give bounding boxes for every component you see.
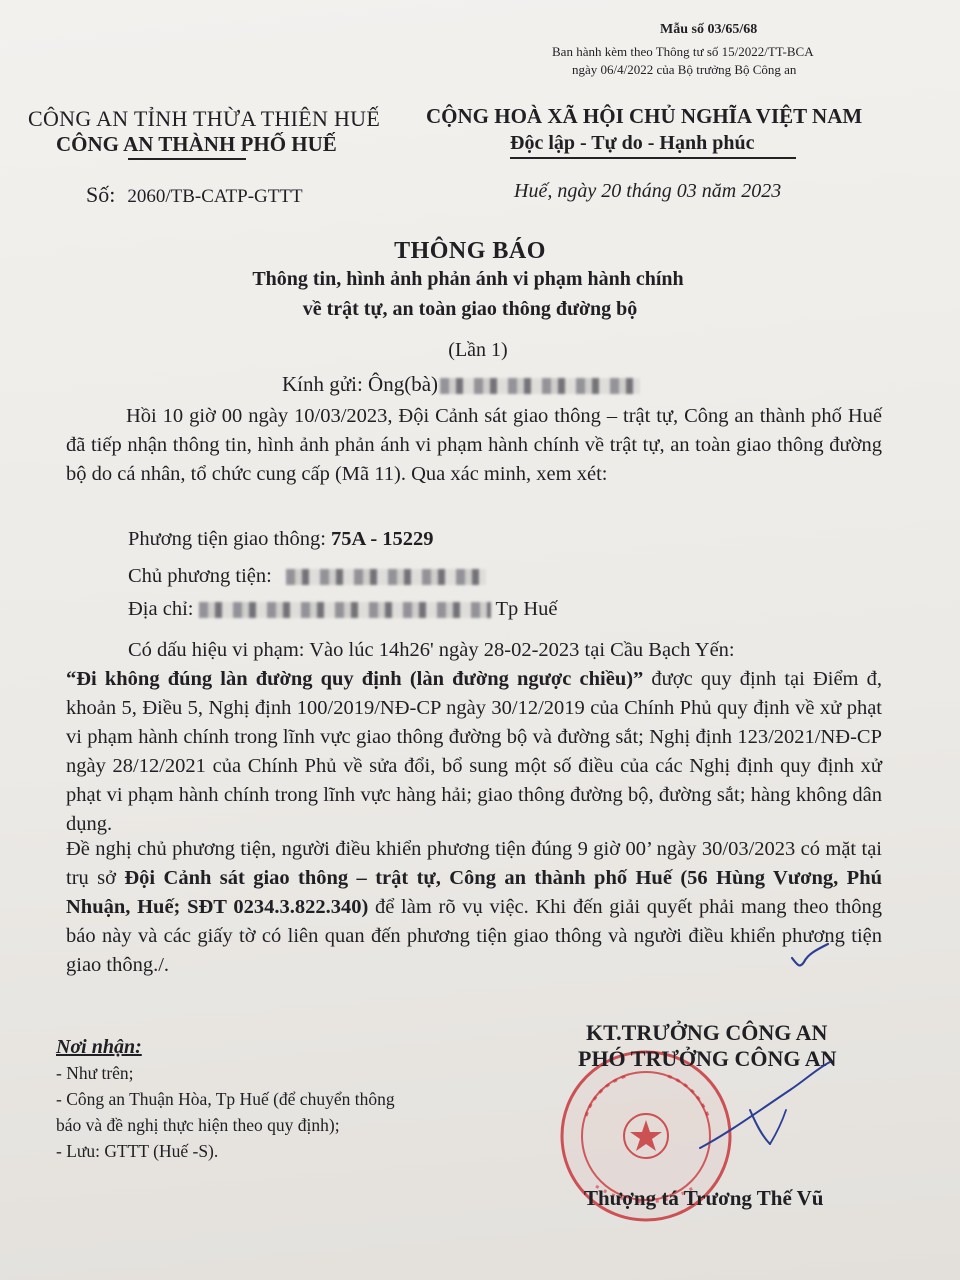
violation-lead: Có dấu hiệu vi phạm: Vào lúc 14h26' ngày 28-02-2023 tại Cầu Bạch Yến: (128, 639, 735, 661)
recipient-item: - Công an Thuận Hòa, Tp Huế (để chuyển thông (56, 1089, 395, 1109)
paragraph-intro: Hồi 10 giờ 00 ngày 10/03/2023, Đội Cảnh sát giao thông – trật tự, Công an thành phố Huế đã tiếp nhận thông tin, hình ảnh phản ánh vi phạm hành chính về trật tự, an toàn giao thông đường bộ do cá nhân, tổ chức cung cấp (Mã 11). Qua xác minh, xem xét: (66, 405, 882, 485)
paragraph-violation (66, 636, 882, 839)
end-check-mark (790, 938, 830, 972)
request-rest: để làm rõ vụ việc. Khi đến giải quyết phải mang theo thông báo này và các giấy tờ có liên quan đến phương tiện giao thông và người điều khiển phương tiện giao thông./. (66, 896, 882, 976)
vehicle-label: Phương tiện giao thông: (128, 528, 332, 550)
addressee-label: Kính gửi: Ông(bà) (282, 372, 439, 396)
document-title: THÔNG BÁO (394, 238, 546, 264)
signer-name: Thượng tá Trương Thế Vũ (584, 1186, 824, 1210)
request-office: Đội Cảnh sát giao thông – trật tự, Công an thành phố Huế (56 Hùng Vương, Phú Nhuận, Huế; SĐT 0234.3.822.340) (66, 867, 882, 918)
vehicle-plate: 75A - 15229 (331, 528, 434, 550)
national-title: CỘNG HOÀ XÃ HỘI CHỦ NGHĨA VIỆT NAM (426, 104, 863, 128)
violation-legal-basis: được quy định tại Điểm đ, khoản 5, Điều 5, Nghị định 100/2019/NĐ-CP ngày 30/12/2019 của Chính Phủ quy định về xử phạt vi phạm hành chính trong lĩnh vực giao thông đường bộ và đường sắt; Nghị định 123/2021/NĐ-CP ngày 28/12/2021 của Chính Phủ về sửa đổi, bổ sung một số điều của các Nghị định quy định xử phạt vi phạm hành chính trong lĩnh vực hàng hải; giao thông đường bộ, đường sắt; hàng không dân dụng. (66, 668, 882, 835)
owner-label: Chủ phương tiện: (128, 565, 272, 587)
recipient-item: - Như trên; (56, 1063, 134, 1083)
recipient-item: - Lưu: GTTT (Huế -S). (56, 1141, 219, 1161)
motto-underline (510, 157, 796, 159)
form-issued-with: Ban hành kèm theo Thông tư số 15/2022/TT-BCA (552, 44, 814, 59)
agency-name: CÔNG AN THÀNH PHỐ HUẾ (56, 132, 337, 156)
violation-description: “Đi không đúng làn đường quy định (làn đường ngược chiều)” (66, 668, 644, 690)
document-subtitle-1: Thông tin, hình ảnh phản ánh vi phạm hành chính (252, 268, 684, 290)
vehicle-line (128, 528, 434, 551)
redacted-owner (286, 569, 486, 585)
recipients-heading: Nơi nhận: (56, 1036, 142, 1058)
form-code: Mẫu số 03/65/68 (660, 22, 758, 37)
recipient-item: báo và đề nghị thực hiện theo quy định); (56, 1115, 340, 1135)
redacted-name (440, 378, 640, 394)
place-date: Huế, ngày 20 tháng 03 năm 2023 (514, 180, 782, 202)
agency-underline (128, 158, 246, 160)
signature-title-1: KT.TRƯỞNG CÔNG AN (586, 1020, 828, 1045)
document-number (86, 182, 303, 208)
recipients-block (56, 1034, 395, 1164)
address-label: Địa chỉ: (128, 598, 194, 620)
owner-line (128, 565, 486, 588)
document-number-value: 2060/TB-CATP-GTTT (127, 186, 303, 207)
handwritten-signature (580, 1040, 850, 1190)
paragraph-request (66, 835, 882, 980)
form-issued-date: ngày 06/4/2022 của Bộ trưởng Bộ Công an (572, 62, 797, 77)
address-city: Tp Huế (495, 598, 558, 620)
agency-parent: CÔNG AN TỈNH THỪA THIÊN HUẾ (28, 106, 381, 131)
address-line (128, 598, 558, 621)
document-number-label: Số: (86, 182, 116, 207)
national-motto: Độc lập - Tự do - Hạnh phúc (510, 132, 755, 154)
addressee-line (282, 372, 640, 397)
document-subtitle-2: về trật tự, an toàn giao thông đường bộ (302, 298, 638, 320)
request-lead: Đề nghị chủ phương tiện, người điều khiển phương tiện đúng 9 giờ 00’ ngày 30/03/2023 có mặt tại trụ sở (66, 838, 882, 889)
attempt-number: (Lần 1) (448, 339, 508, 361)
redacted-address (199, 602, 491, 618)
signature-title-2: PHÓ TRƯỞNG CÔNG AN (578, 1046, 837, 1071)
